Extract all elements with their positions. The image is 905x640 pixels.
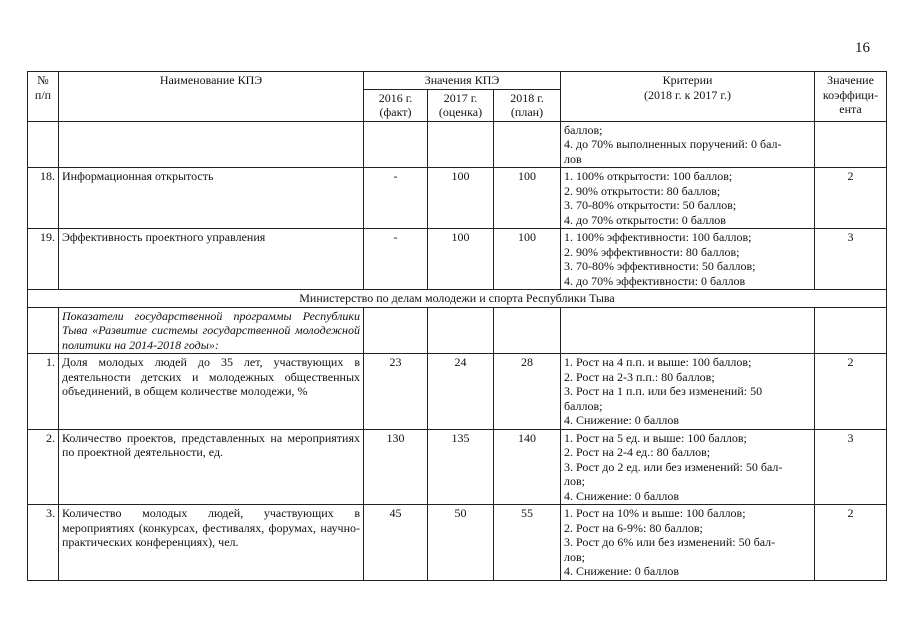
cell-empty [428,121,494,168]
page-number: 16 [855,40,870,56]
criteria-line: 1. 100% эффективности: 100 баллов; [564,230,752,244]
header-num [28,72,59,122]
header-2016-text: 2016 г. (факт) [378,90,413,119]
row-name: Количество молодых людей, участвующих в мероприятиях (конкурсах, фестивалях, форумах, научно-практических конференциях), чел. [59,505,364,581]
header-2017 [428,89,494,121]
header-2017-text: 2017 г. (оценка) [438,90,483,119]
cell-empty [364,307,428,354]
cell-empty [561,307,815,354]
criteria-line: 2. Рост на 2-4 ед.: 80 баллов; [564,445,711,459]
cell-empty [494,121,561,168]
header-coef [815,72,887,122]
row-num: 2. [28,429,59,505]
cell-empty [815,121,887,168]
row-value-2017: 100 [428,229,494,290]
criteria-line: 1. Рост на 4 п.п. и выше: 100 баллов; [564,355,752,369]
criteria-cell [561,429,815,505]
row-num: 1. [28,354,59,430]
criteria-line: 1. Рост на 5 ед. и выше: 100 баллов; [564,430,747,445]
row-num: 18. [28,168,59,229]
cell-empty [815,307,887,354]
criteria-line: 4. до 70% выполненных поручений: 0 бал- [564,137,782,151]
row-coef: 2 [815,505,887,581]
row-value-2017: 24 [428,354,494,430]
header-coef-text: Значение коэффици- ента [822,73,879,116]
row-num: 19. [28,229,59,290]
header-values-group: Значения КПЭ [364,72,561,90]
criteria-line: 1. Рост на 10% и выше: 100 баллов; [564,506,746,520]
row-num: 3. [28,505,59,581]
section-row [28,290,887,308]
row-value-2016: 130 [364,429,428,505]
row-value-2016: 23 [364,354,428,430]
row-value-2018: 140 [494,429,561,505]
criteria-line: 4. Снижение: 0 баллов [564,564,679,578]
program-row [28,307,887,354]
row-value-2017: 50 [428,505,494,581]
criteria-cell [561,168,815,229]
criteria-line: 4. Снижение: 0 баллов [564,488,679,503]
cell-empty [59,121,364,168]
criteria-line: 3. Рост до 6% или без изменений: 50 бал- [564,535,776,549]
header-2018 [494,89,561,121]
criteria-line: лов [564,151,582,166]
criteria-cell [561,229,815,290]
row-value-2017: 100 [428,168,494,229]
row-name: Эффективность проектного управления [59,229,364,290]
row-name: Информационная открытость [59,168,364,229]
row-coef: 2 [815,168,887,229]
header-num-text: № п/п [34,73,52,102]
criteria-line: лов; [564,474,585,488]
table-row [28,505,887,581]
row-value-2018: 55 [494,505,561,581]
criteria-line: 2. 90% эффективности: 80 баллов; [564,244,740,259]
continuation-row [28,121,887,168]
row-value-2018: 28 [494,354,561,430]
table-row [28,229,887,290]
kpi-table [27,71,887,581]
row-name: Количество проектов, представленных на мероприятиях по проектной деятельности, ед. [59,429,364,505]
row-value-2016: - [364,229,428,290]
cell-empty [364,121,428,168]
header-name: Наименование КПЭ [59,72,364,122]
row-value-2018: 100 [494,229,561,290]
cell-empty [28,121,59,168]
criteria-line: 4. до 70% открытости: 0 баллов [564,212,726,227]
table-row [28,354,887,430]
criteria-line: баллов; [564,122,603,137]
cell-empty [28,307,59,354]
row-coef: 2 [815,354,887,430]
criteria-line: 2. Рост на 6-9%: 80 баллов; [564,520,703,535]
header-criteria-text: Критерии (2018 г. к 2017 г.) [644,73,731,102]
section-title: Министерство по делам молодежи и спорта Республики Тыва [28,290,887,308]
criteria-cell [561,121,815,168]
criteria-line: 2. 90% открытости: 80 баллов; [564,183,721,198]
program-title: Показатели государственной программы Республики Тыва «Развитие системы государственной молодежной политики на 2014-2018 годы»: [59,307,364,354]
header-criteria [561,72,815,122]
criteria-line: 3. Рост до 2 ед. или без изменений: 50 бал- [564,459,783,474]
row-value-2016: 45 [364,505,428,581]
criteria-cell [561,505,815,581]
criteria-line: 3. Рост на 1 п.п. или без изменений: 50 [564,384,763,398]
criteria-line: 4. Снижение: 0 баллов [564,413,679,427]
table-row [28,429,887,505]
criteria-line: баллов; [564,398,603,413]
row-coef: 3 [815,229,887,290]
row-name: Доля молодых людей до 35 лет, участвующих в деятельности детских и молодежных общественных объединений, в общем количестве молодежи, % [59,354,364,430]
criteria-line: лов; [564,549,585,564]
row-value-2017: 135 [428,429,494,505]
row-coef: 3 [815,429,887,505]
row-value-2018: 100 [494,168,561,229]
row-value-2016: - [364,168,428,229]
criteria-line: 2. Рост на 2-3 п.п.: 80 баллов; [564,369,715,384]
criteria-line: 4. до 70% эффективности: 0 баллов [564,273,746,288]
header-2018-text: 2018 г. (план) [510,90,544,119]
header-2016 [364,89,428,121]
criteria-cell [561,354,815,430]
cell-empty [494,307,561,354]
criteria-line: 3. 70-80% открытости: 50 баллов; [564,198,737,212]
table-row [28,168,887,229]
cell-empty [428,307,494,354]
criteria-line: 3. 70-80% эффективности: 50 баллов; [564,259,756,273]
criteria-line: 1. 100% открытости: 100 баллов; [564,169,733,183]
